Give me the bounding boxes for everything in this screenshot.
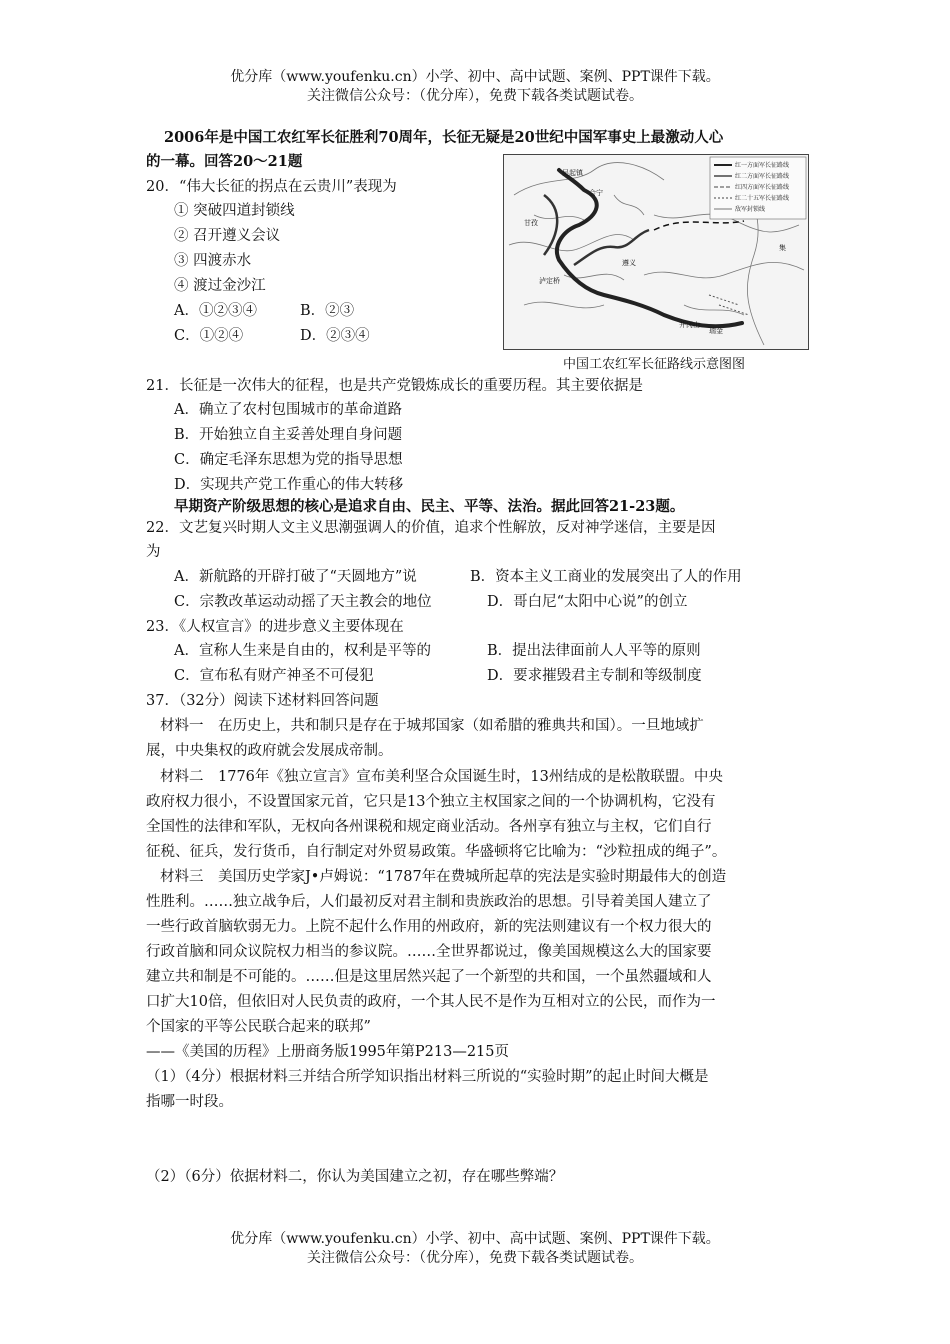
q22-option-a: A．新航路的开辟打破了“天圆地方”说 [174, 569, 417, 585]
place-wuqizhen: 吴起镇 [562, 169, 583, 177]
place-zunyi: 遵义 [622, 259, 636, 267]
material-3-line-4: 行政首脑和同众议院权力相当的参议院。……全世界都说过，像美国规模这么大的国家要 [146, 944, 712, 960]
material-2-line-2: 政府权力很小，不设置国家元首，它只是13个独立主权国家之间的一个协调机构，它没有 [146, 794, 716, 810]
place-ludingqiao: 泸定桥 [539, 277, 560, 285]
footer-line-2: 关注微信公众号：（优分库），免费下载各类试题试卷。 [307, 1250, 643, 1266]
q20-item-4: ④ 渡过金沙江 [174, 278, 266, 294]
long-march-map [503, 154, 809, 350]
place-ruijin: 瑞金 [709, 327, 723, 335]
q23-option-d: D．要求摧毁君主专制和等级制度 [487, 668, 702, 684]
q22-stem-line-2: 为 [146, 544, 161, 560]
sub-question-2: （2）（6分）依据材料二，你认为美国建立之初，存在哪些弊端？ [146, 1169, 564, 1185]
material-3-line-3: 一些行政首脑软弱无力。上院不起什么作用的州政府，新的宪法则建议有一个权力很大的 [146, 919, 712, 935]
q23-option-a: A．宣称人生来是自由的，权利是平等的 [174, 643, 431, 659]
q22-option-c: C．宗教改革运动动摇了天主教会的地位 [174, 594, 432, 610]
material-1-line-1: 材料一 在历史上，共和制只是存在于城邦国家（如希腊的雅典共和国）。一旦地域扩 [160, 718, 704, 734]
legend-label-5: 敌军封锁线 [735, 206, 766, 213]
legend-label-3: 红四方面军长征路线 [735, 184, 790, 191]
place-ganzi: 甘孜 [524, 219, 538, 227]
q21-option-b: B．开始独立自主妥善处理自身问题 [174, 427, 403, 443]
q23-option-b: B．提出法律面前人人平等的原则 [487, 643, 701, 659]
q21-stem: 21．长征是一次伟大的征程，也是共产党锻炼成长的重要历程。其主要依据是 [146, 378, 643, 394]
material-2-line-1: 材料二 1776年《独立宣言》宣布美利坚合众国诞生时，13州结成的是松散联盟。中央 [160, 769, 723, 785]
q21-option-c: C．确定毛泽东思想为党的指导思想 [174, 452, 403, 468]
material-3-line-2: 性胜利。……独立战争后，人们最初反对君主制和贵族政治的思想。引导着美国人建立了 [146, 894, 712, 910]
q20-option-d: D．②③④ [300, 328, 370, 344]
q23-option-c: C．宣布私有财产神圣不可侵犯 [174, 668, 374, 684]
material-3-line-7: 个国家的平等公民联合起来的联邦” [146, 1019, 371, 1035]
sub-question-1-line-1: （1）（4分）根据材料三并结合所学知识指出材料三所说的“实验时期”的起止时间大概是 [146, 1069, 709, 1085]
material-source: ——《美国的历程》上册商务版1995年第P213—215页 [146, 1044, 510, 1060]
material-3-line-6: 口扩大10倍，但依旧对人民负责的政府，一个其人民不是作为互相对立的公民，而作为一 [146, 994, 716, 1010]
intro-line-2: 的一幕。回答20～21题 [146, 153, 303, 170]
q22-option-b: B．资本主义工商业的发展突出了人的作用 [470, 569, 742, 585]
intro-line-1: 2006年是中国工农红军长征胜利70周年，长征无疑是20世纪中国军事史上最激动人心 [164, 129, 724, 146]
q22-stem-line-1: 22．文艺复兴时期人文主义思潮强调人的价值，追求个性解放，反对神学迷信，主要是因 [146, 520, 716, 536]
footer-line-1: 优分库（www.youfenku.cn）小学、初中、高中试题、案例、PPT课件下载。 [230, 1231, 720, 1247]
q20-item-2: ② 召开遵义会议 [174, 228, 281, 244]
header-line-1: 优分库（www.youfenku.cn）小学、初中、高中试题、案例、PPT课件下载。 [230, 69, 720, 85]
place-huining: 会宁 [589, 189, 603, 197]
q23-stem: 23．《人权宣言》的进步意义主要体现在 [146, 619, 404, 635]
sub-question-1-line-2: 指哪一时段。 [146, 1094, 233, 1110]
legend-label-4: 红二十五军长征路线 [735, 195, 790, 202]
map-drawing [504, 155, 808, 349]
place-jinggangshan: 井冈山 [679, 321, 700, 329]
q37-stem: 37．（32分）阅读下述材料回答问题 [146, 693, 379, 709]
q20-stem: 20．“伟大长征的拐点在云贵川”表现为 [146, 179, 397, 195]
material-1-line-2: 展，中央集权的政府就会发展成帝制。 [146, 743, 393, 759]
material-2-line-4: 征税、征兵，发行货币，自行制定对外贸易政策。华盛顿将它比喻为：“沙粒扭成的绳子”。 [146, 844, 727, 860]
legend-label-1: 红一方面军长征路线 [735, 162, 790, 169]
q21-option-a: A．确立了农村包围城市的革命道路 [174, 402, 402, 418]
q20-item-1: ① 突破四道封锁线 [174, 203, 295, 219]
q21-option-d: D．实现共产党工作重心的伟大转移 [174, 477, 404, 493]
q20-option-b: B．②③ [300, 303, 355, 319]
q22-option-d: D．哥白尼“太阳中心说”的创立 [487, 594, 688, 610]
header-line-2: 关注微信公众号：（优分库），免费下载各类试题试卷。 [307, 88, 643, 104]
material-3-line-5: 建立共和制是不可能的。……但是这里居然兴起了一个新型的共和国，一个虽然疆域和人 [146, 969, 712, 985]
q20-option-c: C．①②④ [174, 328, 244, 344]
place-label-ji: 集 [779, 244, 786, 252]
map-caption: 中国工农红军长征路线示意图图 [563, 357, 746, 372]
material-2-line-3: 全国性的法律和军队，无权向各州课税和规定商业活动。各州享有独立与主权，它们自行 [146, 819, 712, 835]
legend-label-2: 红二方面军长征路线 [735, 173, 790, 180]
q20-option-a: A．①②③④ [174, 303, 257, 319]
material-3-line-1: 材料三 美国历史学家J•卢姆说：“1787年在费城所起草的宪法是实验时期最伟大的创造 [160, 869, 727, 885]
intro2: 早期资产阶级思想的核心是追求自由、民主、平等、法治。据此回答21-23题。 [174, 498, 685, 515]
q20-item-3: ③ 四渡赤水 [174, 253, 252, 269]
